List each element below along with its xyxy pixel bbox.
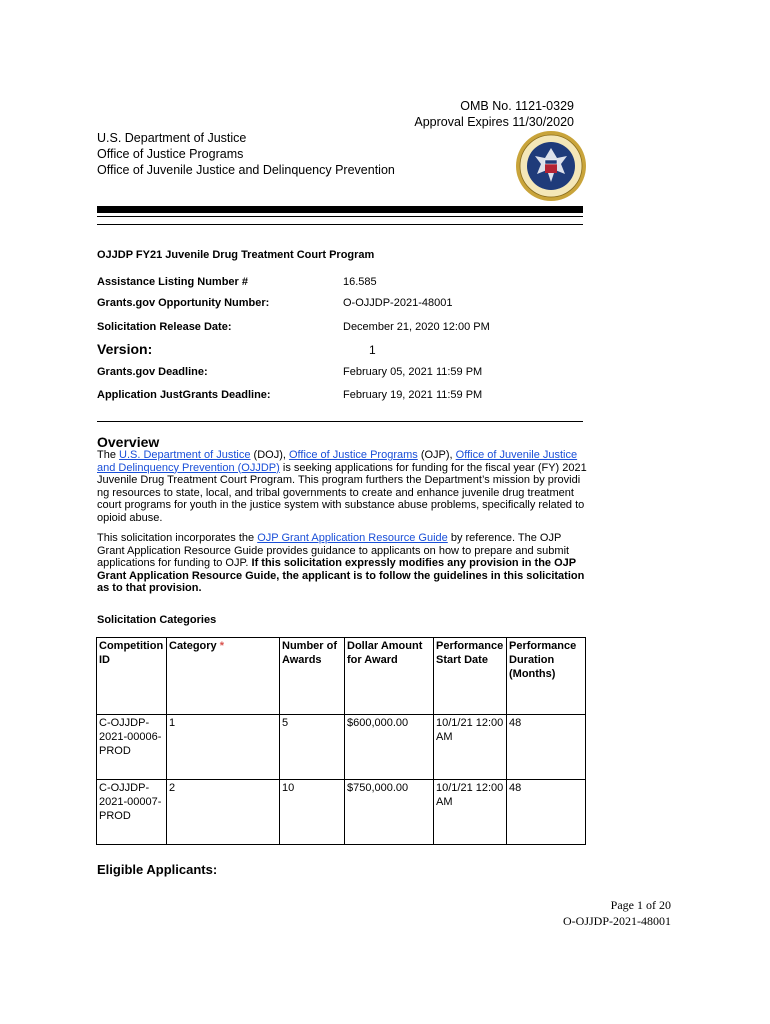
ojp-abbr: (OJP), xyxy=(417,449,456,461)
grants-deadline-label: Grants.gov Deadline: xyxy=(97,366,208,378)
page-number: Page 1 of 20 xyxy=(610,898,671,912)
omb-number: OMB No. 1121-0329 xyxy=(460,99,574,113)
agency-line-doj: U.S. Department of Justice xyxy=(97,131,247,145)
resource-guide-link[interactable]: OJP Grant Application Resource Guide xyxy=(257,532,448,544)
cell-category: 2 xyxy=(167,780,280,845)
overview-heading: Overview xyxy=(97,434,160,450)
cell-category: 1 xyxy=(167,715,280,780)
p2-mid: by reference. The OJP Grant Application Resource Guide provides guidance to applicants on how to prepare and submit applications for funding to OJP. xyxy=(97,532,570,569)
doj-abbr: (DOJ), xyxy=(250,449,289,461)
agency-block xyxy=(97,130,395,178)
cell-performance-duration: 48 xyxy=(507,780,586,845)
table-header-row xyxy=(97,638,586,715)
cell-competition-id: C-OJJDP-2021-00007-PROD xyxy=(97,780,167,845)
opportunity-number-label: Grants.gov Opportunity Number: xyxy=(97,297,270,309)
assistance-listing-label: Assistance Listing Number # xyxy=(97,276,248,288)
col-competition-id: Competition ID xyxy=(97,638,167,715)
cell-performance-duration: 48 xyxy=(507,715,586,780)
omb-block xyxy=(414,98,574,130)
approval-expires: Approval Expires 11/30/2020 xyxy=(414,115,574,129)
header-rule-thick xyxy=(97,206,583,213)
col-category-label: Category xyxy=(169,640,217,652)
section-rule xyxy=(97,224,583,225)
version-value: 1 xyxy=(369,343,376,357)
p2-bold: If this solicitation expressly modifies any provision in the OJP Grant Application Resource Guide, the applicant is to follow the guidelines in this solicitation as to that provision. xyxy=(97,557,585,594)
justgrants-deadline-value: February 19, 2021 11:59 PM xyxy=(343,389,483,401)
categories-heading: Solicitation Categories xyxy=(97,614,217,626)
justgrants-deadline-label: Application JustGrants Deadline: xyxy=(97,389,271,401)
col-performance-duration: Performance Duration (Months) xyxy=(507,638,586,715)
col-performance-start: Performance Start Date xyxy=(434,638,507,715)
release-date-value: December 21, 2020 12:00 PM xyxy=(343,321,490,333)
p1-the: The xyxy=(97,449,120,461)
ojp-link[interactable]: Office of Justice Programs xyxy=(288,449,418,461)
cell-dollar-amount: $750,000.00 xyxy=(345,780,434,845)
cell-competition-id: C-OJJDP-2021-00006-PROD xyxy=(97,715,167,780)
header-rule-thin xyxy=(97,216,583,217)
overview-paragraph xyxy=(97,449,587,524)
opportunity-number-value: O-OJJDP-2021-48001 xyxy=(343,297,453,309)
eligible-applicants-heading: Eligible Applicants: xyxy=(97,862,218,877)
required-mark: * xyxy=(219,640,225,652)
doj-seal-logo xyxy=(515,130,587,202)
table-row xyxy=(97,780,586,845)
p1-rest: is seeking applications for funding for the fiscal year (FY) 2021 Juvenile Drug Treatment Court Program. This program furthers the Department’s mission by providi ng resources to state, local, and tribal governments to create and enhance juvenile drug treatment court programs for youth in the justice system with substance abuse problems, specifically related to opioid abuse. xyxy=(97,461,587,524)
cell-number-of-awards: 5 xyxy=(280,715,345,780)
footer-doc-id: O-OJJDP-2021-48001 xyxy=(563,914,671,928)
categories-table xyxy=(96,637,586,845)
overview-rule xyxy=(97,421,583,422)
cell-performance-start: 10/1/21 12:00 AM xyxy=(434,780,507,845)
assistance-listing-value: 16.585 xyxy=(343,276,377,288)
ojjdp-link[interactable]: Office of Juvenile Justice and Delinquency Prevention (OJJDP) xyxy=(97,449,578,474)
release-date-label: Solicitation Release Date: xyxy=(97,321,232,333)
p2-start: This solicitation incorporates the xyxy=(97,532,258,544)
col-number-of-awards: Number of Awards xyxy=(280,638,345,715)
cell-performance-start: 10/1/21 12:00 AM xyxy=(434,715,507,780)
resource-guide-paragraph xyxy=(97,532,587,595)
page-footer xyxy=(563,897,671,929)
cell-number-of-awards: 10 xyxy=(280,780,345,845)
version-label: Version: xyxy=(97,341,153,357)
agency-line-ojjdp: Office of Juvenile Justice and Delinquency Prevention xyxy=(97,163,395,177)
grants-deadline-value: February 05, 2021 11:59 PM xyxy=(343,366,483,378)
cell-dollar-amount: $600,000.00 xyxy=(345,715,434,780)
agency-line-ojp: Office of Justice Programs xyxy=(97,147,244,161)
program-title: OJJDP FY21 Juvenile Drug Treatment Court Program xyxy=(97,249,375,261)
col-category xyxy=(167,638,280,715)
col-dollar-amount: Dollar Amount for Award xyxy=(345,638,434,715)
doj-link[interactable]: U.S. Department of Justice xyxy=(119,449,251,461)
table-row xyxy=(97,715,586,780)
